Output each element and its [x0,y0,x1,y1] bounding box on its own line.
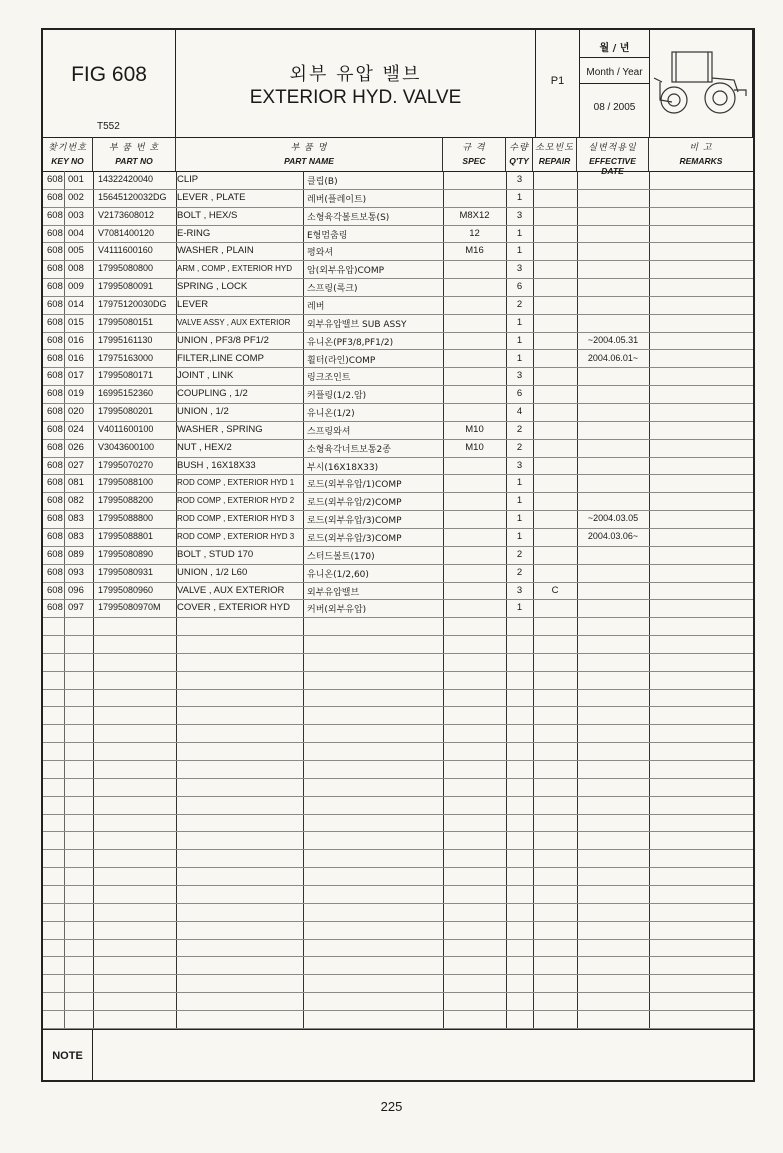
part-no-cell: V4111600160 [98,245,153,256]
table-row [43,385,753,404]
table-row [43,225,753,244]
table-row [43,582,753,601]
part-name-ko-cell: 스프링(록크) [307,284,358,295]
part-no-cell: 17995080171 [98,370,154,381]
effective-date-cell: ~2004.05.31 [587,334,639,345]
part-name-ko-cell: 평와셔 [307,248,334,259]
fig-number-cell: 608 [47,423,63,435]
spec-cell: 12 [469,227,480,239]
qty-cell: 2 [516,298,523,310]
table-row [43,171,753,190]
column-effective-date: 실변적용일 EFFECTIVE DATE [577,137,649,171]
part-name-ko-cell: 휠터(라인)COMP [307,355,376,366]
empty-row [43,724,753,743]
qty-cell: 2 [516,566,523,578]
column-remarks: 비 고 REMARKS [679,143,723,166]
fig-number-cell: 608 [47,174,63,185]
key-no-cell: 004 [68,227,84,239]
part-name-en-cell: ROD COMP , EXTERIOR HYD 2 [177,496,295,506]
part-name-en-cell: UNION , 1/2 [177,406,229,418]
part-name-ko-cell: 유니온(1/2) [307,409,355,420]
date-label-english: Month / Year [586,67,643,78]
fig-number-cell: 608 [47,316,63,328]
qty-cell: 3 [516,209,523,221]
table-row [43,367,753,386]
qty-cell: 2 [516,423,523,435]
qty-cell: 3 [516,263,523,275]
table-row [43,207,753,226]
part-no-cell: 17995088801 [98,531,154,541]
key-no-cell: 014 [68,298,84,310]
table-row [43,260,753,279]
part-name-en-cell: ROD COMP , EXTERIOR HYD 1 [177,478,295,488]
title-korean: 외부 유압 밸브 [289,64,422,85]
part-name-en-cell: CLIP [177,174,199,185]
part-no-cell: 17995088200 [98,495,154,506]
part-no-cell: 15645120032DG [98,191,167,202]
key-no-cell: 016 [68,334,84,346]
fig-number-cell: 608 [47,602,63,614]
part-name-en-cell: JOINT , LINK [177,370,234,382]
part-name-en-cell: BOLT , HEX/S [177,209,238,221]
table-row [43,278,753,297]
table-row [43,421,753,440]
fig-number-cell: 608 [47,209,63,221]
effective-date-cell: ~2004.03.05 [587,513,639,524]
key-no-cell: 027 [68,459,84,471]
key-no-cell: 019 [68,388,84,400]
part-name-ko-cell: 클립(B) [307,177,338,187]
fig-number-cell: 608 [47,548,63,560]
qty-cell: 1 [516,531,523,542]
part-name-ko-cell: 로드(외부유압/1)COMP [307,480,402,491]
part-name-ko-cell: 소형육각볼트보통(S) [307,212,390,223]
fig-number-cell: 608 [47,245,63,257]
qty-cell: 1 [516,316,523,328]
part-name-ko-cell: 레버 [307,301,325,312]
column-spec: 규 격 SPEC [443,137,506,171]
table-row [43,296,753,315]
spec-cell: M10 [465,441,484,453]
model-code: T552 [97,121,120,132]
fig-number-cell: 608 [47,495,63,507]
date-label-korean: 월 / 년 [599,43,630,54]
column-part-name: 부 품 명 PART NAME [176,137,443,171]
empty-row [43,1010,753,1029]
part-name-en-cell: UNION , PF3/8 PF1/2 [177,334,269,346]
part-no-cell: V3043600100 [98,441,155,452]
empty-row [43,885,753,904]
part-no-cell: V7081400120 [98,227,155,238]
table-row [43,350,753,369]
qty-cell: 3 [516,584,523,596]
part-name-ko-cell: 외부유압밸브 SUB ASSY [307,319,407,330]
part-no-cell: 17995080091 [98,281,154,292]
empty-row [43,831,753,850]
part-name-en-cell: NUT , HEX/2 [177,441,232,453]
empty-row [43,617,753,636]
key-no-cell: 093 [68,566,84,578]
part-name-ko-cell: 스프링와셔 [307,426,351,437]
key-no-cell: 008 [68,263,84,275]
qty-cell: 4 [516,406,523,418]
column-repair: 소모빈도 REPAIR [533,137,577,171]
fig-number-cell: 608 [47,584,63,596]
qty-cell: 3 [516,174,523,185]
part-no-cell: 17995088100 [98,477,154,488]
column-qty: 수량 Q'TY [506,137,533,171]
part-name-ko-cell: 링크조인트 [307,373,351,384]
qty-cell: 1 [516,513,523,525]
spec-cell: M10 [465,423,484,435]
empty-row [43,867,753,886]
part-name-en-cell: LEVER , PLATE [177,191,246,203]
key-no-cell: 015 [68,316,84,328]
empty-row [43,742,753,761]
part-name-ko-cell: 레버(플레이트) [307,194,367,205]
qty-cell: 6 [516,388,523,400]
empty-row [43,939,753,958]
part-no-cell: 16995152360 [98,388,154,399]
part-no-cell: 17995161130 [98,334,153,345]
key-no-cell: 017 [68,370,84,382]
note-label: NOTE [52,1050,83,1062]
part-no-cell: 17995070270 [98,459,154,470]
part-name-ko-cell: 로드(외부유압/3)COMP [307,516,402,527]
qty-cell: 1 [516,191,523,203]
figure-number: FIG 608 [71,63,147,86]
qty-cell: 6 [516,281,523,293]
spec-cell: M8X12 [459,209,490,221]
part-name-ko-cell: E형멈춤링 [307,230,348,241]
part-name-en-cell: WASHER , PLAIN [177,245,254,257]
fig-number-cell: 608 [47,477,63,489]
parts-table [43,171,753,1029]
empty-row [43,849,753,868]
empty-row [43,921,753,940]
part-name-en-cell: BOLT , STUD 170 [177,548,254,560]
part-name-ko-cell: 외부유압밸브 [307,587,360,598]
part-name-en-cell: WASHER , SPRING [177,423,263,435]
fig-number-cell: 608 [47,370,63,382]
qty-cell: 2 [516,441,523,453]
empty-row [43,671,753,690]
date-value: 08 / 2005 [593,102,636,113]
key-no-cell: 089 [68,548,84,560]
part-name-ko-cell: 로드(외부유압/2)COMP [307,498,402,509]
part-no-cell: 17995080201 [98,406,154,417]
part-name-ko-cell: 유니온(PF3/8,PF1/2) [307,337,394,348]
part-name-en-cell: BUSH , 16X18X33 [177,459,256,471]
part-name-ko-cell: 유니온(1/2,60) [307,569,369,580]
empty-row [43,653,753,672]
fig-number-cell: 608 [47,388,63,400]
key-no-cell: 016 [68,352,84,364]
qty-cell: 1 [516,352,523,364]
empty-row [43,778,753,797]
table-row [43,528,753,547]
empty-row [43,707,753,726]
figure-cell [43,30,176,137]
part-name-en-cell: VALVE ASSY , AUX EXTERIOR [177,317,291,327]
fig-number-cell: 608 [47,298,63,310]
table-row [43,599,753,618]
part-name-ko-cell: 로드(외부유압/3)COMP [307,534,402,544]
qty-cell: 3 [516,459,523,471]
table-row [43,403,753,422]
part-no-cell: 17995080890 [98,548,154,559]
part-name-ko-cell: 암(외부유압)COMP [307,266,385,277]
part-name-en-cell: COUPLING , 1/2 [177,388,248,400]
qty-cell: 1 [516,602,523,614]
empty-row [43,689,753,708]
title-cell [176,30,536,137]
title-english: EXTERIOR HYD. VALVE [249,87,462,108]
table-row [43,474,753,493]
fig-number-cell: 608 [47,263,63,275]
table-row [43,510,753,529]
part-name-en-cell: E-RING [177,227,211,239]
empty-row [43,635,753,654]
column-key-no: 찾기번호 KEY NO [43,137,93,171]
date-cell [580,30,650,137]
fig-number-cell: 608 [47,441,63,453]
column-part-no: 부 품 번 호 PART NO [93,137,176,171]
key-no-cell: 096 [68,584,84,596]
key-no-cell: 083 [68,513,84,525]
part-name-en-cell: ROD COMP , EXTERIOR HYD 3 [177,514,295,524]
part-no-cell: 17995080960 [98,584,154,595]
fig-number-cell: 608 [47,191,63,203]
note-section [43,1029,753,1081]
page-number: 225 [380,1099,403,1114]
fig-number-cell: 608 [47,281,63,293]
qty-cell: 1 [516,495,523,507]
part-no-cell: V2173608012 [98,209,155,220]
part-name-ko-cell: 스터드볼트(170) [307,551,375,562]
table-row [43,564,753,583]
fig-number-cell: 608 [47,406,63,418]
key-no-cell: 082 [68,495,84,507]
table-row [43,332,753,351]
empty-row [43,992,753,1011]
key-no-cell: 024 [68,423,84,435]
spec-cell: M16 [465,245,484,257]
repair-cell: C [551,584,559,596]
fig-number-cell: 608 [47,352,63,364]
table-row [43,242,753,261]
part-name-en-cell: LEVER [177,298,209,310]
effective-date-cell: 2004.03.06~ [587,531,639,541]
qty-cell: 1 [516,245,523,257]
effective-date-cell: 2004.06.01~ [587,352,639,363]
part-name-en-cell: COVER , EXTERIOR HYD [177,602,290,614]
part-name-en-cell: VALVE , AUX EXTERIOR [177,584,285,596]
key-no-cell: 026 [68,441,84,453]
part-name-ko-cell: 부시(16X18X33) [307,462,379,473]
table-row [43,492,753,511]
table-row [43,439,753,458]
table-row [43,314,753,333]
note-label-cell [43,1030,93,1081]
table-row [43,457,753,476]
empty-row [43,903,753,922]
fig-number-cell: 608 [47,531,63,542]
key-no-cell: 001 [68,174,84,185]
table-row [43,189,753,208]
empty-row [43,814,753,833]
fig-number-cell: 608 [47,334,63,346]
part-no-cell: 17975163000 [98,352,154,363]
key-no-cell: 003 [68,209,84,221]
part-no-cell: 17995080970M [98,602,161,613]
sheet-header [43,30,753,138]
qty-cell: 2 [516,548,523,560]
empty-row [43,796,753,815]
part-name-ko-cell: 커버(외부유압) [307,605,367,616]
part-no-cell: 17995080800 [98,263,154,274]
part-no-cell: 17995088800 [98,513,154,524]
key-no-cell: 020 [68,406,84,418]
empty-row [43,760,753,779]
part-no-cell: 14322420040 [98,174,154,184]
key-no-cell: 005 [68,245,84,257]
part-name-ko-cell: 커플링(1/2.암) [307,391,367,402]
part-no-cell: 17975120030DG [98,298,167,309]
part-name-en-cell: FILTER,LINE COMP [177,352,264,364]
part-name-en-cell: ROD COMP , EXTERIOR HYD 3 [177,532,295,541]
key-no-cell: 083 [68,531,84,542]
part-no-cell: 17995080931 [98,566,154,577]
qty-cell: 1 [516,477,523,489]
part-name-en-cell: UNION , 1/2 L60 [177,566,248,578]
part-name-en-cell: ARM , COMP , EXTERIOR HYD [177,264,292,274]
empty-row [43,956,753,975]
part-name-en-cell: SPRING , LOCK [177,281,248,293]
qty-cell: 1 [516,227,523,239]
empty-row [43,974,753,993]
qty-cell: 1 [516,334,523,346]
fig-number-cell: 608 [47,566,63,578]
key-no-cell: 009 [68,281,84,293]
illustration-cell [650,30,753,137]
sheet-page: P1 [550,75,565,87]
fig-number-cell: 608 [47,513,63,525]
key-no-cell: 002 [68,191,84,203]
part-no-cell: V4011600100 [98,423,154,434]
qty-cell: 3 [516,370,523,382]
part-no-cell: 17995080151 [98,316,154,327]
column-header-row [43,137,753,176]
fig-number-cell: 608 [47,459,63,471]
key-no-cell: 081 [68,477,84,489]
part-name-ko-cell: 소형육각너트보통2종 [307,444,391,455]
key-no-cell: 097 [68,602,84,614]
table-row [43,546,753,565]
parts-catalog-sheet [41,28,755,1082]
fig-number-cell: 608 [47,227,63,239]
tractor-illustration-icon [650,30,750,134]
page-cell [536,30,580,137]
